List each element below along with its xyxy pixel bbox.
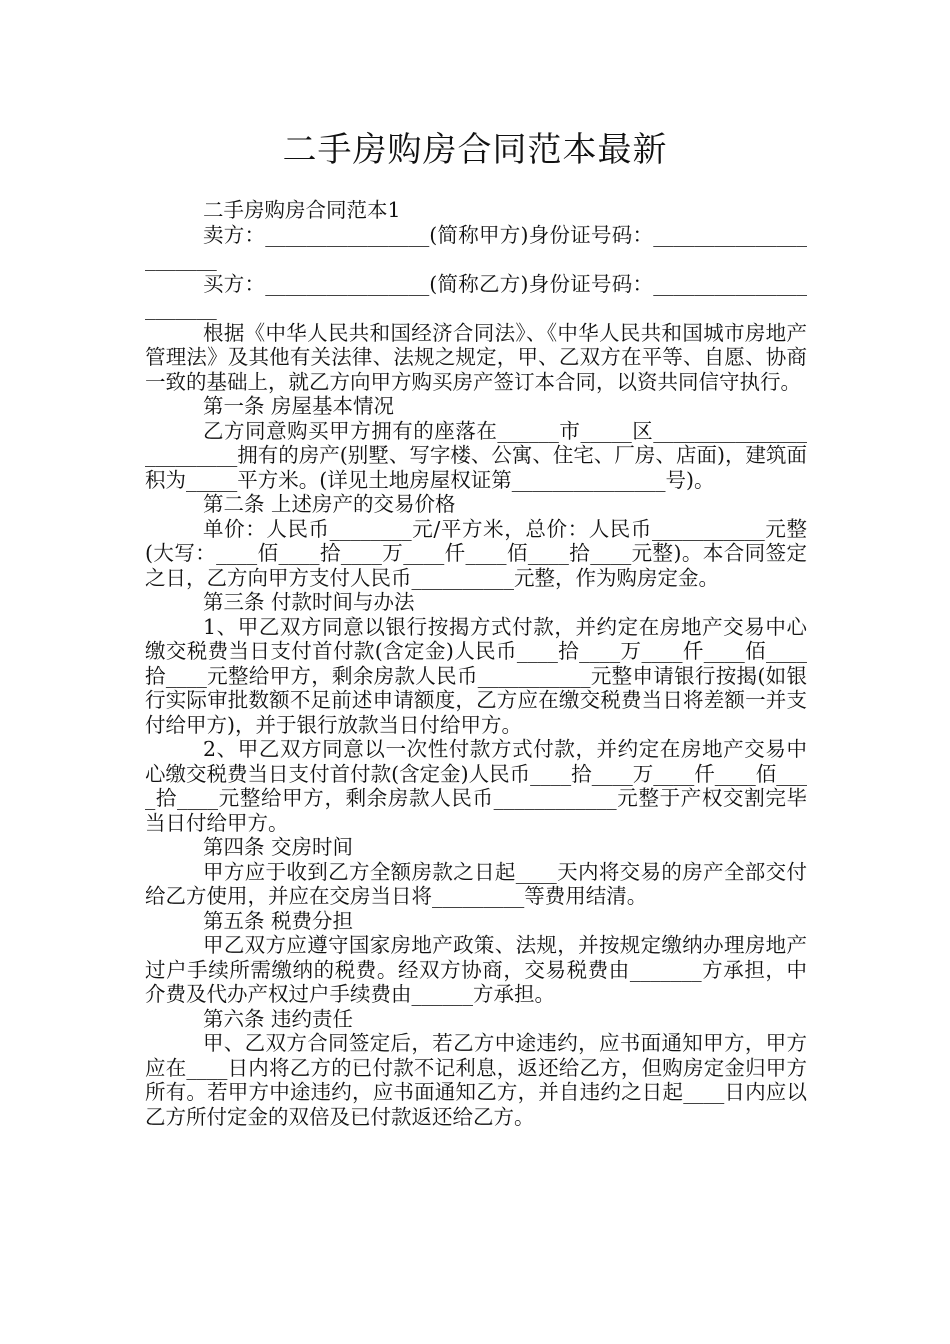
document-body: [145, 198, 807, 1129]
paragraph-buyer: 买方：________________(简称乙方)身份证号码：______________________: [145, 271, 807, 320]
article-4-text: 甲方应于收到乙方全额房款之日起____天内将交易的房产全部交付给乙方使用，并应在交房当日将_________等费用结清。: [145, 859, 807, 908]
document-title: 二手房购房合同范本最新: [282, 130, 668, 170]
article-3-heading: 第三条 付款时间与办法: [203, 590, 415, 614]
article-2-text: 单价：人民币________元/平方米，总价：人民币___________元整(大写：____佰____拾____万____仟____佰____拾____元整)。本合同签定之日，乙方向甲方支付人民币__________元整，作为购房定金。: [145, 516, 807, 590]
paragraph-seller: 卖方：________________(简称甲方)身份证号码：______________________: [145, 222, 807, 271]
article-6-text: 甲、乙双方合同签定后，若乙方中途违约，应书面通知甲方，甲方应在____日内将乙方的已付款不记利息，返还给乙方，但购房定金归甲方所有。若甲方中途违约，应书面通知乙方，并自违约之日起____日内应以乙方所付定金的双倍及已付款返还给乙方。: [145, 1031, 807, 1129]
article-2-heading: 第二条 上述房产的交易价格: [203, 492, 456, 516]
article-6-heading: 第六条 违约责任: [203, 1006, 354, 1031]
paragraph-heading: 二手房购房合同范本1: [203, 198, 401, 222]
article-5-heading: 第五条 税费分担: [203, 908, 354, 933]
paragraph-preamble: 根据《中华人民共和国经济合同法》、《中华人民共和国城市房地产管理法》及其他有关法律、法规之规定，甲、乙双方在平等、自愿、协商一致的基础上，就乙方向甲方购买房产签订本合同，以资共同信守执行。: [145, 320, 807, 394]
article-4-heading: 第四条 交房时间: [203, 835, 354, 859]
article-1-text: 乙方同意购买甲方拥有的座落在______市_____区________________________拥有的房产(别墅、写字楼、公寓、住宅、厂房、店面)，建筑面积为_____平方米。(详见土地房屋权证第_______________号)。: [145, 418, 807, 492]
article-3-item-2: 2、甲乙双方同意以一次性付款方式付款，并约定在房地产交易中心缴交税费当日支付首付款(含定金)人民币____拾____万____仟____佰____拾____元整给甲方，剩余房款人民币____________元整于产权交割完毕当日付给甲方。: [145, 737, 807, 835]
article-5-text: 甲乙双方应遵守国家房地产政策、法规，并按规定缴纳办理房地产过户手续所需缴纳的税费。经双方协商，交易税费由_______方承担，中介费及代办产权过户手续费由______方承担。: [145, 933, 807, 1006]
article-1-heading: 第一条 房屋基本情况: [203, 394, 395, 418]
article-3-item-1: 1、甲乙双方同意以银行按揭方式付款，并约定在房地产交易中心缴交税费当日支付首付款(含定金)人民币____拾____万____仟____佰____拾____元整给甲方，剩余房款人民币___________元整申请银行按揭(如银行实际审批数额不足前述申请额度，乙方应在缴交税费当日将差额一并支付给甲方)，并于银行放款当日付给甲方。: [145, 614, 807, 737]
